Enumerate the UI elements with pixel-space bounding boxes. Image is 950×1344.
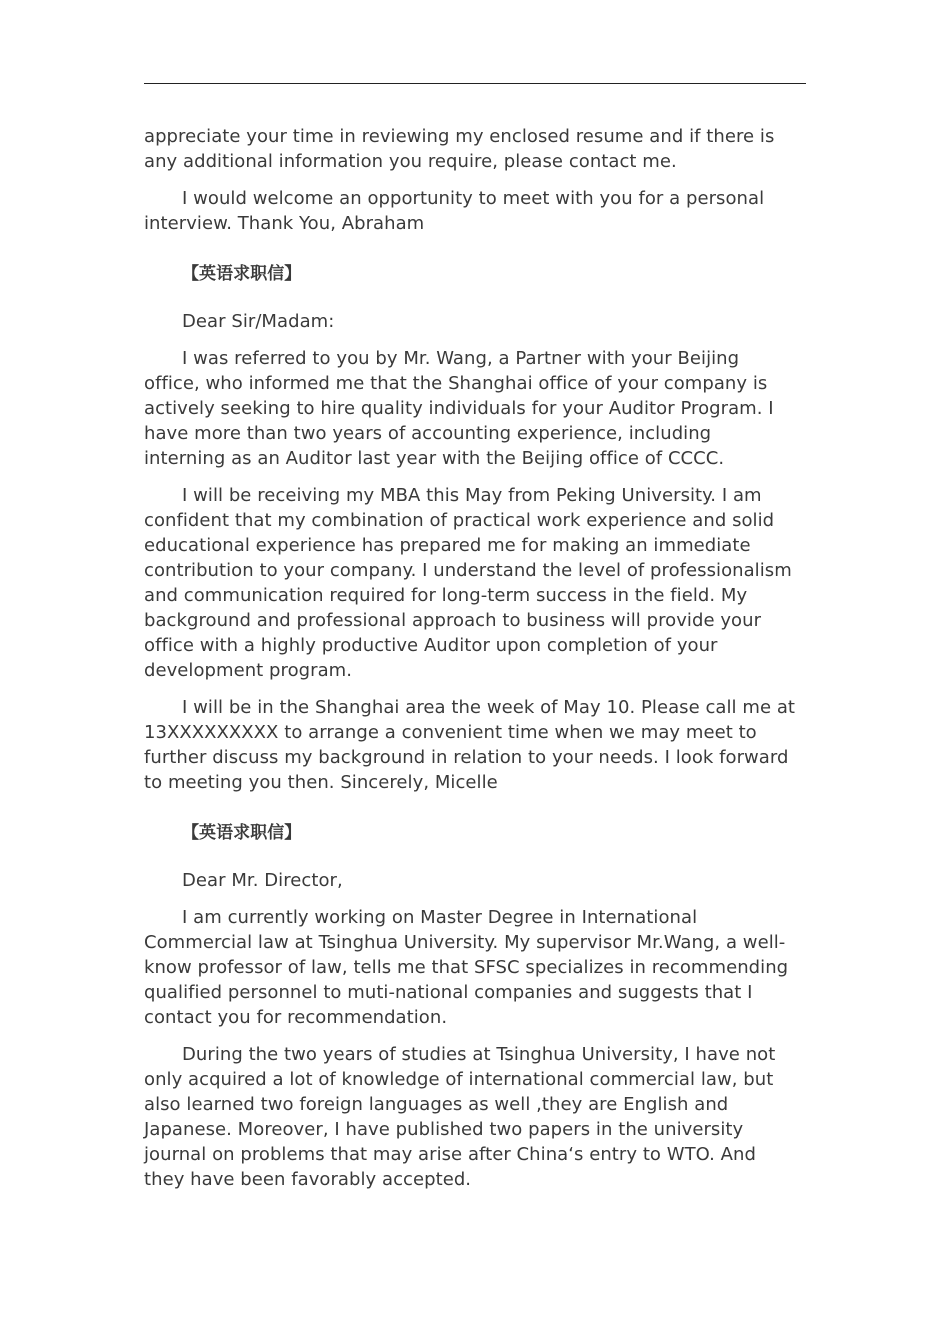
header-rule — [144, 83, 806, 84]
paragraph-master-degree: I am currently working on Master Degree in International Commercial law at Tsinghua University. My supervisor Mr.Wang, a well-know professor of law, tells me that SFSC specializes in recommending qualified personnel to muti-national companies and suggests that I contact you for recommendation. — [144, 907, 789, 1028]
paragraph-mba: I will be receiving my MBA this May from Peking University. I am confident that my combination of practical work experience and solid educational experience has prepared me for making an immediate contribution to your company. I understand the level of professionalism and communication required for long-term success in the field. My background and professional approach to business will provide your office with a highly productive Auditor upon completion of your development program. — [144, 485, 792, 681]
section-heading-cover-letter-2: 【英语求职信】 — [182, 823, 302, 843]
salutation-sir-madam: Dear Sir/Madam: — [182, 311, 335, 332]
paragraph-resume-closing: appreciate your time in reviewing my enclosed resume and if there is any additional information you require, please contact me. — [144, 126, 775, 172]
paragraph-referral: I was referred to you by Mr. Wang, a Partner with your Beijing office, who informed me that the Shanghai office of your company is actively seeking to hire quality individuals for your Auditor Program. I have more than two years of accounting experience, including interning as an Auditor last year with the Beijing office of CCCC. — [144, 348, 774, 469]
paragraph-interview-request: I would welcome an opportunity to meet with you for a personal interview. Thank You, Abraham — [144, 188, 765, 234]
document-body — [144, 124, 796, 1204]
salutation-director: Dear Mr. Director, — [182, 870, 343, 891]
section-heading-cover-letter-1: 【英语求职信】 — [182, 264, 302, 284]
paragraph-shanghai-visit: I will be in the Shanghai area the week of May 10. Please call me at 13XXXXXXXXX to arrange a convenient time when we may meet to further discuss my background in relation to your needs. I look forward to meeting you then. Sincerely, Micelle — [144, 697, 796, 793]
paragraph-studies: During the two years of studies at Tsinghua University, I have not only acquired a lot of knowledge of international commercial law, but also learned two foreign languages as well ,they are English and Japanese. Moreover, I have published two papers in the university journal on problems that may arise after China‘s entry to WTO. And they have been favorably accepted. — [144, 1044, 776, 1190]
